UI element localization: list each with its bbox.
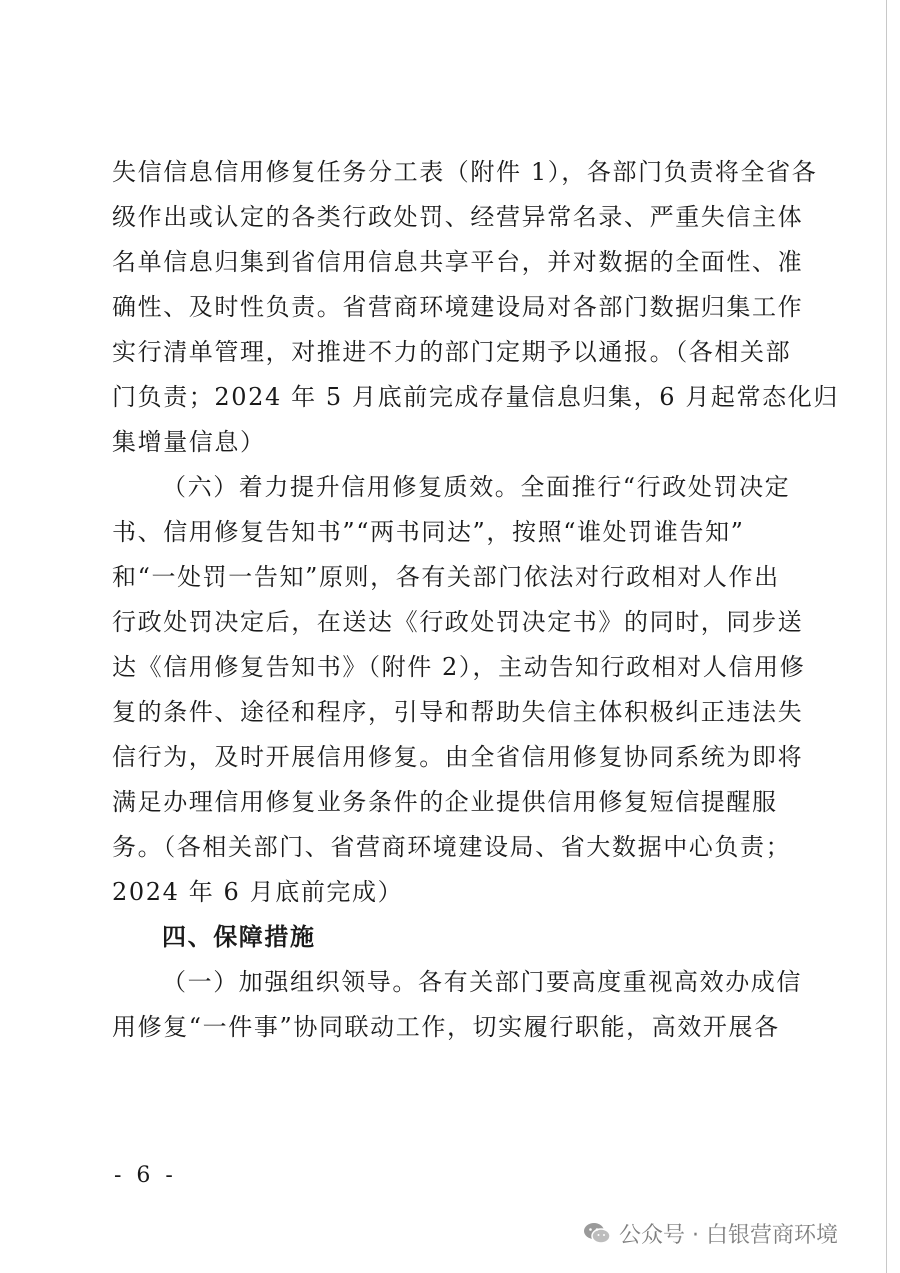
text-line: 确性、及时性负责。省营商环境建设局对各部门数据归集工作: [112, 293, 804, 321]
text-line: 行政处罚决定后，在送达《行政处罚决定书》的同时，同步送: [112, 608, 804, 636]
text-line: 失信信息信用修复任务分工表（附件 1），各部门负责将全省各: [112, 158, 818, 186]
text-line: 2024 年 6 月底前完成）: [112, 878, 404, 906]
section-heading: 四、保障措施: [162, 923, 316, 951]
text-line: 级作出或认定的各类行政处罚、经营异常名录、严重失信主体: [112, 203, 804, 231]
text-line: 实行清单管理，对推进不力的部门定期予以通报。（各相关部: [112, 338, 792, 366]
text-line: 门负责；2024 年 5 月底前完成存量信息归集，6 月起常态化归: [112, 383, 839, 411]
watermark-text: 公众号 · 白银营商环境: [619, 1222, 838, 1248]
paragraph-start-line: （六）着力提升信用修复质效。全面推行“行政处罚决定: [162, 473, 791, 501]
text-line: 用修复“一件事”协同联动工作，切实履行职能，高效开展各: [112, 1013, 780, 1041]
document-body: [112, 150, 839, 1050]
watermark: [583, 1218, 838, 1248]
text-line: 和“一处罚一告知”原则，各有关部门依法对行政相对人作出: [112, 563, 780, 591]
page-edge-line: [886, 0, 887, 1273]
wechat-icon: [583, 1221, 611, 1245]
text-line: 务。（各相关部门、省营商环境建设局、省大数据中心负责；: [112, 833, 792, 861]
page-number: - 6 -: [114, 1163, 177, 1188]
text-line: 满足办理信用修复业务条件的企业提供信用修复短信提醒服: [112, 788, 778, 816]
text-line: 达《信用修复告知书》（附件 2），主动告知行政相对人信用修: [112, 653, 806, 681]
text-line: 书、信用修复告知书”“两书同达”，按照“谁处罚谁告知”: [112, 518, 745, 546]
text-line: 名单信息归集到省信用信息共享平台，并对数据的全面性、准: [112, 248, 804, 276]
text-line: 集增量信息）: [112, 428, 266, 456]
text-line: 复的条件、途径和程序，引导和帮助失信主体积极纠正违法失: [112, 698, 804, 726]
text-line: 信行为，及时开展信用修复。由全省信用修复协同系统为即将: [112, 743, 804, 771]
paragraph-start-line: （一）加强组织领导。各有关部门要高度重视高效办成信: [162, 968, 802, 996]
